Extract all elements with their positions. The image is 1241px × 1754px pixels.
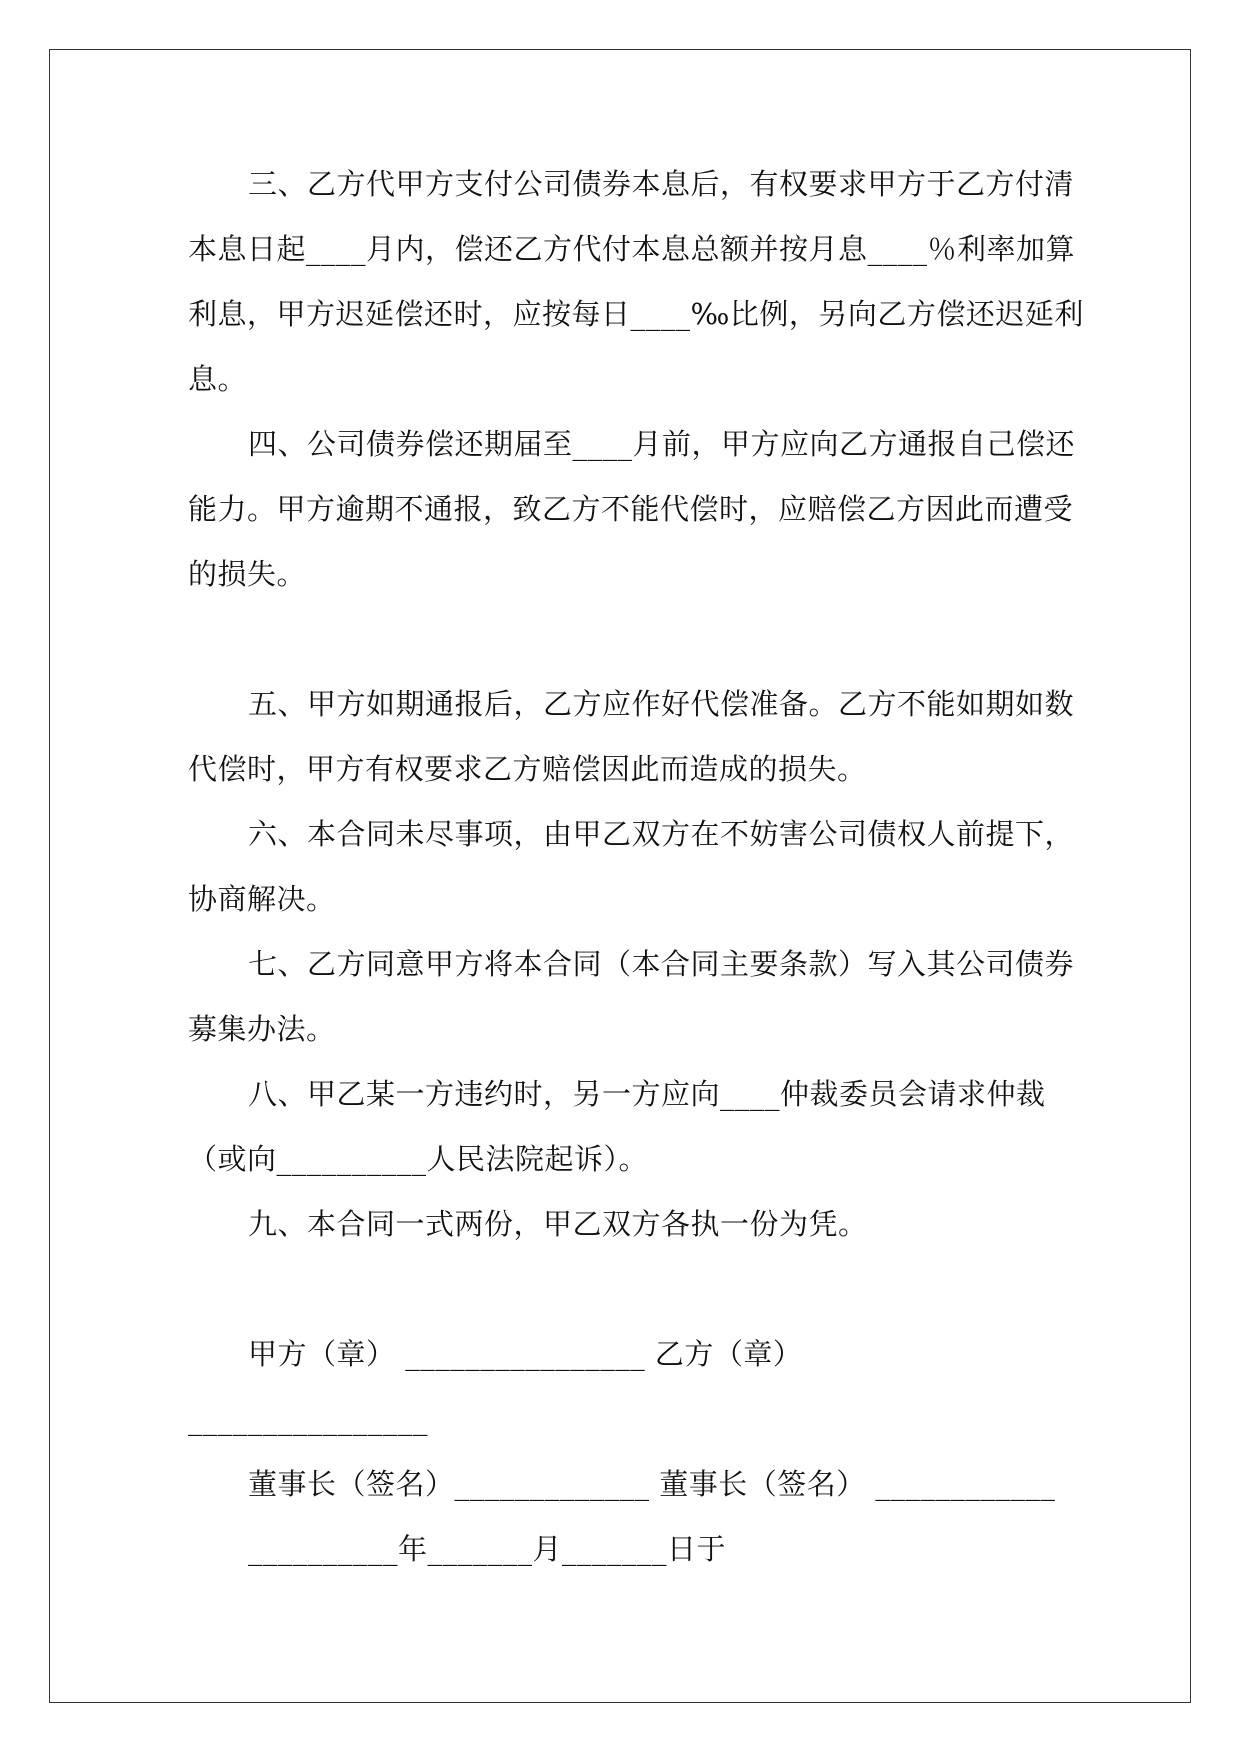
clause-3-line-1: 三、乙方代甲方支付公司债券本息后，有权要求甲方于乙方付清 <box>248 167 1075 201</box>
clause-9-line-1: 九、本合同一式两份，甲乙双方各执一份为凭。 <box>248 1207 868 1241</box>
clause-4-line-1: 四、公司债券偿还期届至____月前，甲方应向乙方通报自己偿还 <box>248 427 1076 461</box>
clause-7-line-2: 募集办法。 <box>188 1012 336 1046</box>
clause-3-line-2: 本息日起____月内，偿还乙方代付本息总额并按月息____％利率加算 <box>188 232 1076 266</box>
clause-6-line-1: 六、本合同未尽事项，由甲乙双方在不妨害公司债权人前提下， <box>248 817 1075 851</box>
clause-5-line-1: 五、甲方如期通报后，乙方应作好代偿准备。乙方不能如期如数 <box>248 687 1075 721</box>
clause-8-line-2: （或向__________人民法院起诉）。 <box>188 1142 649 1176</box>
clause-3-line-4: 息。 <box>188 362 248 396</box>
clause-6-line-2: 协商解决。 <box>188 882 336 916</box>
date-place-line: __________年_______月_______日于 <box>248 1532 727 1566</box>
clause-8-line-1: 八、甲乙某一方违约时，另一方应向____仲裁委员会请求仲裁 <box>248 1077 1046 1111</box>
clause-4-line-3: 的损失。 <box>188 557 307 591</box>
party-seal-line-continued: ________________ <box>188 1402 428 1436</box>
clause-3-line-3: 利息，甲方迟延偿还时，应按每日____‰比例，另向乙方偿还迟延利 <box>188 297 1084 331</box>
party-seal-line: 甲方（章） ________________ 乙方（章） <box>248 1337 803 1371</box>
clause-5-line-2: 代偿时，甲方有权要求乙方赔偿因此而造成的损失。 <box>188 752 867 786</box>
clause-7-line-1: 七、乙方同意甲方将本合同（本合同主要条款）写入其公司债券 <box>248 947 1075 981</box>
chairman-signature-line: 董事长（签名）_____________ 董事长（签名） ____________ <box>248 1467 1056 1501</box>
clause-4-line-2: 能力。甲方逾期不通报，致乙方不能代偿时，应赔偿乙方因此而遭受 <box>188 492 1074 526</box>
